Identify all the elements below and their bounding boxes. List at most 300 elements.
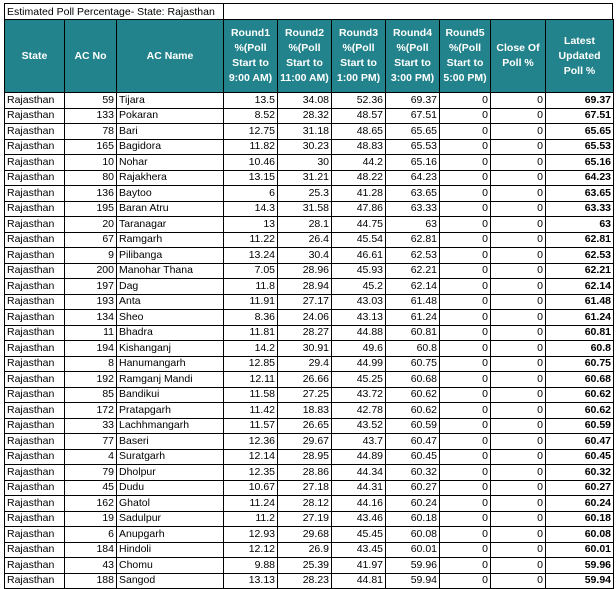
table-row[interactable] [5,263,614,279]
cell-round5[interactable]: 0 [440,480,491,496]
cell-latest-updated[interactable]: 60.45 [546,449,614,465]
cell-round5[interactable]: 0 [440,356,491,372]
cell-latest-updated[interactable]: 60.24 [546,496,614,512]
header-ac-no[interactable]: AC No [65,20,117,93]
cell-close-of-poll[interactable]: 0 [491,465,546,481]
cell-ac-no[interactable]: 200 [65,263,117,279]
cell-close-of-poll[interactable]: 0 [491,527,546,543]
cell-round1[interactable]: 12.36 [224,434,278,450]
cell-state[interactable]: Rajasthan [5,511,65,527]
cell-round3[interactable]: 44.89 [332,449,386,465]
cell-state[interactable]: Rajasthan [5,434,65,450]
cell-round2[interactable]: 30.4 [278,248,332,264]
cell-latest-updated[interactable]: 63.33 [546,201,614,217]
cell-state[interactable]: Rajasthan [5,558,65,574]
cell-round4[interactable]: 64.23 [386,170,440,186]
cell-round1[interactable]: 12.35 [224,465,278,481]
cell-ac-name[interactable]: Manohar Thana [117,263,224,279]
cell-ac-name[interactable]: Chomu [117,558,224,574]
cell-round3[interactable]: 43.46 [332,511,386,527]
cell-ac-name[interactable]: Suratgarh [117,449,224,465]
cell-round3[interactable]: 48.83 [332,139,386,155]
cell-round3[interactable]: 43.7 [332,434,386,450]
cell-round2[interactable]: 25.39 [278,558,332,574]
cell-round4[interactable]: 61.48 [386,294,440,310]
cell-latest-updated[interactable]: 69.37 [546,93,614,109]
cell-round1[interactable]: 12.93 [224,527,278,543]
cell-round5[interactable]: 0 [440,248,491,264]
cell-round1[interactable]: 10.67 [224,480,278,496]
cell-state[interactable]: Rajasthan [5,139,65,155]
cell-round4[interactable]: 60.27 [386,480,440,496]
cell-state[interactable]: Rajasthan [5,527,65,543]
cell-ac-name[interactable]: Bhadra [117,325,224,341]
cell-round1[interactable]: 11.24 [224,496,278,512]
cell-state[interactable]: Rajasthan [5,186,65,202]
cell-close-of-poll[interactable]: 0 [491,403,546,419]
cell-round1[interactable]: 12.14 [224,449,278,465]
cell-round4[interactable]: 60.01 [386,542,440,558]
cell-round5[interactable]: 0 [440,170,491,186]
cell-ac-no[interactable]: 33 [65,418,117,434]
cell-round4[interactable]: 60.24 [386,496,440,512]
cell-close-of-poll[interactable]: 0 [491,496,546,512]
cell-round1[interactable]: 11.58 [224,387,278,403]
table-row[interactable] [5,403,614,419]
cell-round4[interactable]: 60.18 [386,511,440,527]
cell-latest-updated[interactable]: 60.59 [546,418,614,434]
cell-round4[interactable]: 60.59 [386,418,440,434]
table-row[interactable] [5,387,614,403]
table-row[interactable] [5,465,614,481]
cell-state[interactable]: Rajasthan [5,279,65,295]
cell-close-of-poll[interactable]: 0 [491,310,546,326]
table-row[interactable] [5,248,614,264]
cell-state[interactable]: Rajasthan [5,341,65,357]
cell-latest-updated[interactable]: 65.65 [546,124,614,140]
cell-close-of-poll[interactable]: 0 [491,155,546,171]
table-row[interactable] [5,527,614,543]
cell-round3[interactable]: 43.13 [332,310,386,326]
cell-ac-no[interactable]: 4 [65,449,117,465]
cell-latest-updated[interactable]: 65.16 [546,155,614,171]
cell-round2[interactable]: 28.32 [278,108,332,124]
table-row[interactable] [5,356,614,372]
cell-latest-updated[interactable]: 60.62 [546,387,614,403]
cell-round4[interactable]: 65.53 [386,139,440,155]
cell-ac-name[interactable]: Hanumangarh [117,356,224,372]
cell-round5[interactable]: 0 [440,558,491,574]
cell-round2[interactable]: 30.91 [278,341,332,357]
cell-round3[interactable]: 44.31 [332,480,386,496]
cell-round3[interactable]: 44.99 [332,356,386,372]
cell-close-of-poll[interactable]: 0 [491,418,546,434]
cell-round2[interactable]: 28.96 [278,263,332,279]
cell-latest-updated[interactable]: 59.94 [546,573,614,589]
header-ac-name[interactable]: AC Name [117,20,224,93]
cell-close-of-poll[interactable]: 0 [491,294,546,310]
cell-ac-no[interactable]: 10 [65,155,117,171]
cell-round4[interactable]: 63.33 [386,201,440,217]
cell-round5[interactable]: 0 [440,434,491,450]
cell-ac-name[interactable]: Rajakhera [117,170,224,186]
header-round4[interactable]: Round4 %(Poll Start to 3:00 PM) [386,20,440,93]
cell-round3[interactable]: 43.52 [332,418,386,434]
cell-round5[interactable]: 0 [440,496,491,512]
cell-round1[interactable]: 11.2 [224,511,278,527]
table-row[interactable] [5,170,614,186]
cell-round3[interactable]: 48.57 [332,108,386,124]
cell-ac-name[interactable]: Dholpur [117,465,224,481]
cell-round5[interactable]: 0 [440,573,491,589]
cell-ac-name[interactable]: Lachhmangarh [117,418,224,434]
cell-latest-updated[interactable]: 59.96 [546,558,614,574]
cell-latest-updated[interactable]: 60.68 [546,372,614,388]
cell-close-of-poll[interactable]: 0 [491,263,546,279]
cell-state[interactable]: Rajasthan [5,124,65,140]
cell-round1[interactable]: 13.5 [224,93,278,109]
table-row[interactable] [5,108,614,124]
cell-round4[interactable]: 60.68 [386,372,440,388]
cell-state[interactable]: Rajasthan [5,449,65,465]
cell-latest-updated[interactable]: 63 [546,217,614,233]
cell-round4[interactable]: 62.81 [386,232,440,248]
table-row[interactable] [5,232,614,248]
cell-ac-no[interactable]: 195 [65,201,117,217]
cell-round4[interactable]: 60.81 [386,325,440,341]
cell-round5[interactable]: 0 [440,387,491,403]
cell-ac-no[interactable]: 59 [65,93,117,109]
header-state[interactable]: State [5,20,65,93]
cell-close-of-poll[interactable]: 0 [491,387,546,403]
cell-ac-no[interactable]: 192 [65,372,117,388]
cell-ac-name[interactable]: Dag [117,279,224,295]
cell-round3[interactable]: 41.28 [332,186,386,202]
table-row[interactable] [5,434,614,450]
cell-ac-no[interactable]: 134 [65,310,117,326]
cell-round1[interactable]: 11.22 [224,232,278,248]
cell-round2[interactable]: 31.18 [278,124,332,140]
cell-latest-updated[interactable]: 60.27 [546,480,614,496]
cell-ac-name[interactable]: Kishanganj [117,341,224,357]
cell-ac-no[interactable]: 165 [65,139,117,155]
cell-round3[interactable]: 44.88 [332,325,386,341]
cell-state[interactable]: Rajasthan [5,155,65,171]
cell-round3[interactable]: 44.81 [332,573,386,589]
cell-state[interactable]: Rajasthan [5,263,65,279]
cell-round4[interactable]: 67.51 [386,108,440,124]
cell-latest-updated[interactable]: 60.01 [546,542,614,558]
cell-round1[interactable]: 6 [224,186,278,202]
table-row[interactable] [5,93,614,109]
table-row[interactable] [5,418,614,434]
cell-close-of-poll[interactable]: 0 [491,232,546,248]
cell-close-of-poll[interactable]: 0 [491,201,546,217]
table-row[interactable] [5,279,614,295]
cell-state[interactable]: Rajasthan [5,248,65,264]
cell-round5[interactable]: 0 [440,511,491,527]
cell-round2[interactable]: 29.4 [278,356,332,372]
cell-round3[interactable]: 45.2 [332,279,386,295]
header-close-of-poll[interactable]: Close Of Poll % [491,20,546,93]
cell-ac-no[interactable]: 194 [65,341,117,357]
cell-round2[interactable]: 18.83 [278,403,332,419]
cell-close-of-poll[interactable]: 0 [491,248,546,264]
cell-ac-name[interactable]: Sangod [117,573,224,589]
cell-round1[interactable]: 11.91 [224,294,278,310]
cell-ac-no[interactable]: 188 [65,573,117,589]
cell-close-of-poll[interactable]: 0 [491,372,546,388]
cell-ac-no[interactable]: 85 [65,387,117,403]
cell-round5[interactable]: 0 [440,418,491,434]
table-row[interactable] [5,325,614,341]
cell-round5[interactable]: 0 [440,372,491,388]
cell-round4[interactable]: 60.62 [386,387,440,403]
cell-round2[interactable]: 28.94 [278,279,332,295]
cell-ac-no[interactable]: 45 [65,480,117,496]
cell-round2[interactable]: 28.1 [278,217,332,233]
cell-round2[interactable]: 29.68 [278,527,332,543]
table-row[interactable] [5,124,614,140]
cell-round2[interactable]: 34.08 [278,93,332,109]
cell-round1[interactable]: 13 [224,217,278,233]
cell-round2[interactable]: 26.9 [278,542,332,558]
cell-round3[interactable]: 44.2 [332,155,386,171]
cell-round4[interactable]: 61.24 [386,310,440,326]
cell-latest-updated[interactable]: 63.65 [546,186,614,202]
table-row[interactable] [5,480,614,496]
cell-ac-name[interactable]: Ramganj Mandi [117,372,224,388]
cell-ac-no[interactable]: 162 [65,496,117,512]
cell-latest-updated[interactable]: 60.81 [546,325,614,341]
cell-round4[interactable]: 60.62 [386,403,440,419]
cell-round3[interactable]: 42.78 [332,403,386,419]
cell-round4[interactable]: 62.21 [386,263,440,279]
cell-round1[interactable]: 8.36 [224,310,278,326]
cell-close-of-poll[interactable]: 0 [491,356,546,372]
cell-round3[interactable]: 43.03 [332,294,386,310]
cell-ac-name[interactable]: Bari [117,124,224,140]
cell-latest-updated[interactable]: 62.53 [546,248,614,264]
cell-ac-no[interactable]: 11 [65,325,117,341]
cell-ac-name[interactable]: Anupgarh [117,527,224,543]
cell-round3[interactable]: 44.34 [332,465,386,481]
cell-state[interactable]: Rajasthan [5,232,65,248]
cell-latest-updated[interactable]: 62.21 [546,263,614,279]
cell-round5[interactable]: 0 [440,449,491,465]
cell-state[interactable]: Rajasthan [5,465,65,481]
table-row[interactable] [5,341,614,357]
cell-close-of-poll[interactable]: 0 [491,573,546,589]
cell-round5[interactable]: 0 [440,139,491,155]
cell-latest-updated[interactable]: 60.62 [546,403,614,419]
cell-round4[interactable]: 60.47 [386,434,440,450]
cell-round5[interactable]: 0 [440,294,491,310]
cell-ac-name[interactable]: Tijara [117,93,224,109]
cell-ac-no[interactable]: 193 [65,294,117,310]
cell-close-of-poll[interactable]: 0 [491,108,546,124]
cell-round5[interactable]: 0 [440,124,491,140]
cell-round1[interactable]: 14.3 [224,201,278,217]
cell-latest-updated[interactable]: 60.75 [546,356,614,372]
cell-round3[interactable]: 46.61 [332,248,386,264]
table-row[interactable] [5,542,614,558]
cell-round3[interactable]: 48.22 [332,170,386,186]
cell-round2[interactable]: 28.23 [278,573,332,589]
cell-close-of-poll[interactable]: 0 [491,124,546,140]
cell-ac-no[interactable]: 43 [65,558,117,574]
cell-round4[interactable]: 60.75 [386,356,440,372]
cell-latest-updated[interactable]: 60.32 [546,465,614,481]
cell-round3[interactable]: 43.72 [332,387,386,403]
cell-round5[interactable]: 0 [440,232,491,248]
cell-close-of-poll[interactable]: 0 [491,139,546,155]
cell-state[interactable]: Rajasthan [5,573,65,589]
cell-round2[interactable]: 28.95 [278,449,332,465]
cell-close-of-poll[interactable]: 0 [491,217,546,233]
cell-round1[interactable]: 11.81 [224,325,278,341]
cell-latest-updated[interactable]: 60.08 [546,527,614,543]
table-row[interactable] [5,496,614,512]
cell-round5[interactable]: 0 [440,217,491,233]
cell-ac-no[interactable]: 136 [65,186,117,202]
cell-round4[interactable]: 63.65 [386,186,440,202]
cell-ac-name[interactable]: Ramgarh [117,232,224,248]
cell-round3[interactable]: 43.45 [332,542,386,558]
cell-state[interactable]: Rajasthan [5,294,65,310]
cell-latest-updated[interactable]: 64.23 [546,170,614,186]
cell-round1[interactable]: 7.05 [224,263,278,279]
cell-close-of-poll[interactable]: 0 [491,511,546,527]
cell-close-of-poll[interactable]: 0 [491,480,546,496]
cell-round4[interactable]: 60.08 [386,527,440,543]
cell-round3[interactable]: 47.86 [332,201,386,217]
cell-round2[interactable]: 27.17 [278,294,332,310]
cell-round1[interactable]: 8.52 [224,108,278,124]
table-row[interactable] [5,511,614,527]
cell-round1[interactable]: 13.15 [224,170,278,186]
cell-state[interactable]: Rajasthan [5,93,65,109]
cell-round4[interactable]: 65.65 [386,124,440,140]
cell-latest-updated[interactable]: 62.14 [546,279,614,295]
cell-latest-updated[interactable]: 60.47 [546,434,614,450]
cell-state[interactable]: Rajasthan [5,325,65,341]
cell-ac-name[interactable]: Hindoli [117,542,224,558]
cell-round5[interactable]: 0 [440,310,491,326]
cell-round1[interactable]: 14.2 [224,341,278,357]
cell-round3[interactable]: 48.65 [332,124,386,140]
header-round1[interactable]: Round1 %(Poll Start to 9:00 AM) [224,20,278,93]
cell-ac-no[interactable]: 197 [65,279,117,295]
cell-ac-no[interactable]: 8 [65,356,117,372]
cell-round2[interactable]: 28.27 [278,325,332,341]
cell-round3[interactable]: 45.93 [332,263,386,279]
cell-round1[interactable]: 11.42 [224,403,278,419]
cell-state[interactable]: Rajasthan [5,387,65,403]
cell-ac-no[interactable]: 67 [65,232,117,248]
cell-ac-name[interactable]: Bandikui [117,387,224,403]
cell-ac-name[interactable]: Sadulpur [117,511,224,527]
cell-close-of-poll[interactable]: 0 [491,542,546,558]
cell-state[interactable]: Rajasthan [5,542,65,558]
cell-round4[interactable]: 63 [386,217,440,233]
cell-latest-updated[interactable]: 62.81 [546,232,614,248]
cell-state[interactable]: Rajasthan [5,418,65,434]
table-row[interactable] [5,155,614,171]
cell-round2[interactable]: 24.06 [278,310,332,326]
cell-round5[interactable]: 0 [440,527,491,543]
cell-round4[interactable]: 59.96 [386,558,440,574]
cell-round5[interactable]: 0 [440,341,491,357]
cell-round5[interactable]: 0 [440,186,491,202]
cell-round4[interactable]: 60.8 [386,341,440,357]
cell-round4[interactable]: 62.14 [386,279,440,295]
table-row[interactable] [5,139,614,155]
cell-round5[interactable]: 0 [440,542,491,558]
cell-close-of-poll[interactable]: 0 [491,93,546,109]
cell-round5[interactable]: 0 [440,279,491,295]
cell-latest-updated[interactable]: 67.51 [546,108,614,124]
cell-round2[interactable]: 25.3 [278,186,332,202]
cell-round4[interactable]: 60.32 [386,465,440,481]
cell-round2[interactable]: 26.66 [278,372,332,388]
cell-ac-no[interactable]: 6 [65,527,117,543]
cell-ac-name[interactable]: Dudu [117,480,224,496]
cell-state[interactable]: Rajasthan [5,108,65,124]
cell-round2[interactable]: 27.25 [278,387,332,403]
cell-round3[interactable]: 45.25 [332,372,386,388]
cell-ac-no[interactable]: 20 [65,217,117,233]
header-latest-updated[interactable]: Latest Updated Poll % [546,20,614,93]
cell-state[interactable]: Rajasthan [5,201,65,217]
cell-ac-name[interactable]: Pratapgarh [117,403,224,419]
cell-ac-name[interactable]: Pokaran [117,108,224,124]
cell-ac-name[interactable]: Nohar [117,155,224,171]
cell-ac-name[interactable]: Taranagar [117,217,224,233]
table-row[interactable] [5,372,614,388]
cell-latest-updated[interactable]: 60.18 [546,511,614,527]
cell-round3[interactable]: 45.54 [332,232,386,248]
cell-round1[interactable]: 9.88 [224,558,278,574]
cell-round2[interactable]: 30.23 [278,139,332,155]
cell-ac-no[interactable]: 77 [65,434,117,450]
cell-close-of-poll[interactable]: 0 [491,341,546,357]
cell-ac-no[interactable]: 184 [65,542,117,558]
cell-round5[interactable]: 0 [440,465,491,481]
cell-round1[interactable]: 12.11 [224,372,278,388]
cell-round2[interactable]: 31.58 [278,201,332,217]
cell-state[interactable]: Rajasthan [5,310,65,326]
cell-close-of-poll[interactable]: 0 [491,558,546,574]
cell-ac-name[interactable]: Baseri [117,434,224,450]
cell-ac-name[interactable]: Ghatol [117,496,224,512]
cell-round1[interactable]: 12.85 [224,356,278,372]
cell-round5[interactable]: 0 [440,155,491,171]
cell-round5[interactable]: 0 [440,263,491,279]
header-round2[interactable]: Round2 %(Poll Start to 11:00 AM) [278,20,332,93]
cell-round1[interactable]: 13.13 [224,573,278,589]
cell-round3[interactable]: 44.16 [332,496,386,512]
table-row[interactable] [5,573,614,589]
cell-round5[interactable]: 0 [440,403,491,419]
cell-state[interactable]: Rajasthan [5,372,65,388]
cell-ac-no[interactable]: 78 [65,124,117,140]
cell-latest-updated[interactable]: 65.53 [546,139,614,155]
cell-round4[interactable]: 60.45 [386,449,440,465]
cell-round2[interactable]: 27.18 [278,480,332,496]
cell-round3[interactable]: 44.75 [332,217,386,233]
cell-latest-updated[interactable]: 61.48 [546,294,614,310]
